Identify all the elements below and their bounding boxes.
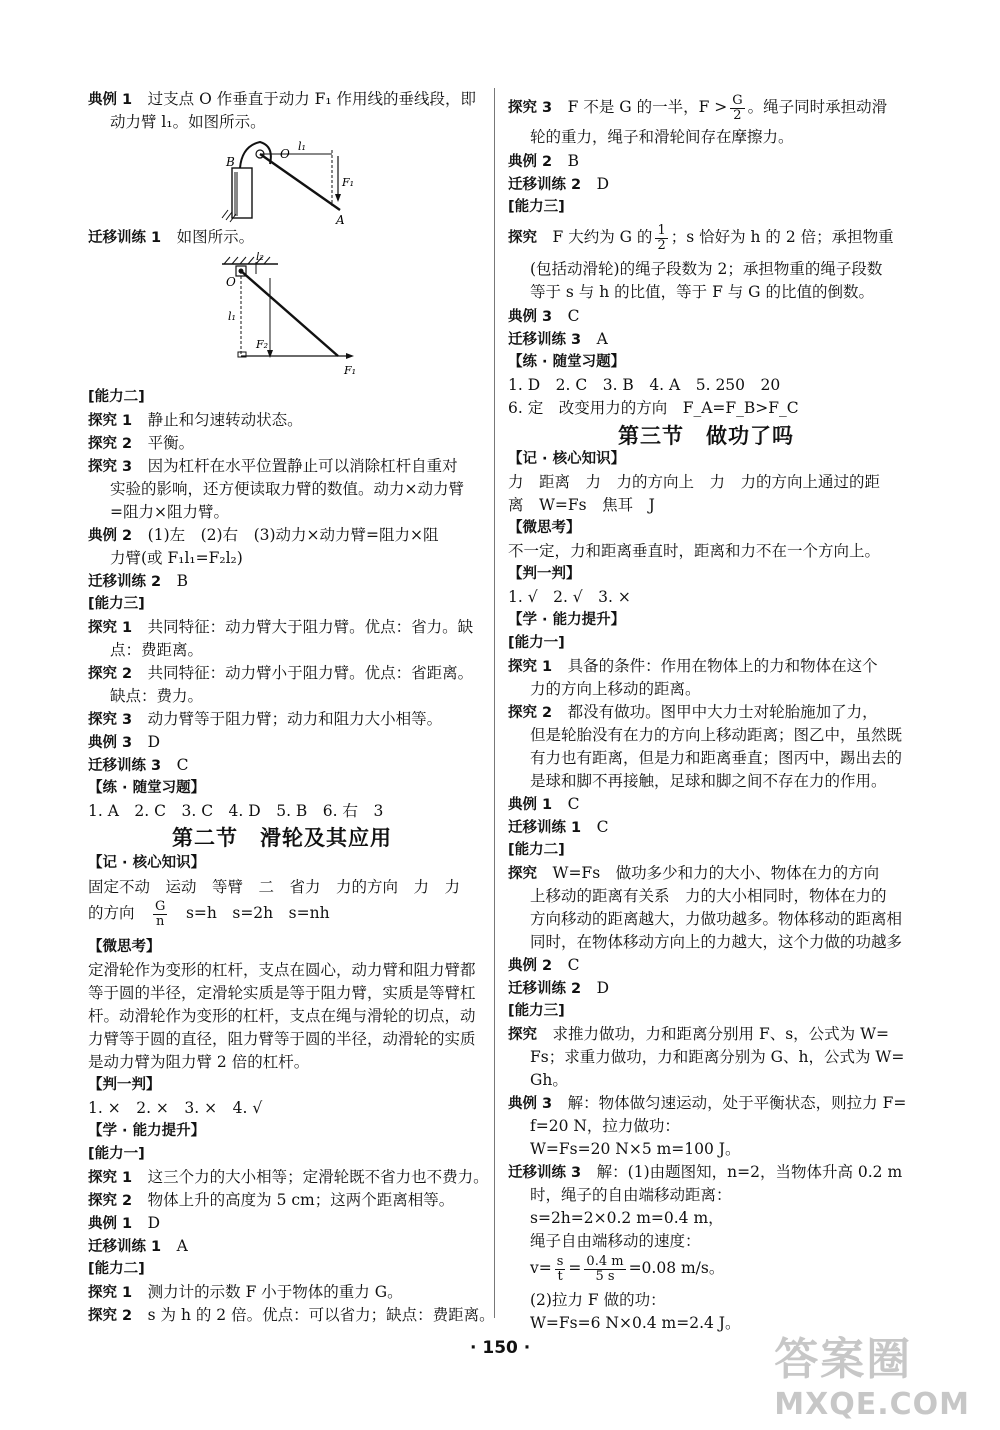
text: 共同特征：动力臂小于阻力臂。优点：省距离。 [147,664,474,682]
text: s 为 h 的 2 倍。优点：可以省力；缺点：费距离。 [147,1306,495,1324]
section-tag: 【学 · 能力提升】 [88,1123,206,1139]
label: 迁移训练 1 [88,230,162,246]
answers-line: 1. A 2. C 3. C 4. D 5. B 6. 右 3 [88,802,384,820]
text: D [596,175,610,193]
text: B [176,572,189,590]
label: 探究 [508,1027,537,1043]
label: 典例 3 [508,309,553,325]
text: 平衡。 [147,434,195,452]
text: ；s 恰好为 h 的 2 倍；承担物重 [670,228,894,246]
text: v= [530,1259,552,1277]
watermark-logo-text: 答案圈 [774,1334,913,1385]
label: 迁移训练 3 [508,1165,582,1181]
text-line: 杆。动滑轮作为变形的杠杆，支点在绳与滑轮的切点，动 [88,1007,476,1025]
text: 如图所示。 [176,228,255,246]
label: 迁移训练 2 [508,981,582,997]
text: 求推力做功，力和距离分别用 F、s，公式为 W= [552,1025,889,1043]
text: 因为杠杆在水平位置静止可以消除杠杆自重对 [147,457,458,475]
text-line: 有力也有距离，但是力和距离垂直；图丙中，踢出去的 [530,749,903,767]
label-l1: l₁ [228,310,236,323]
ability-heading: [能力一] [88,1146,145,1162]
text-line: 力的方向上移动的距离。 [530,680,701,698]
label-F1: F₁ [342,176,355,189]
section-tag: 【判一判】 [508,566,581,582]
watermark-site-text: MXQE.COM [774,1387,970,1422]
section-tag: 【练 · 随堂习题】 [508,354,626,370]
label: 探究 2 [88,1308,133,1324]
text: A [176,1237,188,1255]
text: C [567,956,580,974]
text-line: 绳子自由端移动的速度： [530,1232,701,1250]
text: 过支点 O 作垂直于动力 F₁ 作用线的垂线段，即 [147,90,477,108]
text-line: 离 W=Fs 焦耳 J [508,496,655,514]
section-title: 第三节 做功了吗 [618,424,794,448]
label: 探究 [508,230,537,246]
numerator: G [732,92,743,108]
text: D [147,1214,161,1232]
lever-figure-2 [218,252,368,377]
text-line: 同时，在物体移动方向上的力越大，这个力做的功越多 [530,933,903,951]
text: C [596,818,609,836]
text-line: 点：费距离。 [110,641,204,659]
label: 典例 3 [88,735,133,751]
text: W=Fs 做功多少和力的大小、物体在力的方向 [552,864,880,882]
label: 典例 2 [508,154,553,170]
text: 具备的条件：作用在物体上的力和物体在这个 [567,657,878,675]
text-line: W=Fs=20 N×5 m=100 J。 [530,1140,741,1158]
text-line: Gh。 [530,1071,568,1089]
text: D [147,733,161,751]
label: 迁移训练 3 [508,332,582,348]
label: 探究 3 [508,100,553,116]
ability-heading: [能力二] [88,1261,145,1277]
text-line: 不一定，力和距离垂直时，距离和力不在一个方向上。 [508,542,881,560]
label: 迁移训练 1 [88,1239,162,1255]
label: 迁移训练 2 [88,574,162,590]
fraction [555,1255,566,1284]
text: 共同特征：动力臂大于阻力臂。优点：省力。缺 [147,618,474,636]
label: 迁移训练 1 [508,820,582,836]
label-O: O [226,275,236,289]
text-line: Fs；求重力做功，力和距离分别为 G、h，公式为 W= [530,1048,905,1066]
text: 动力臂等于阻力臂；动力和阻力大小相等。 [147,710,443,728]
fraction [584,1255,625,1284]
label: 典例 1 [508,797,553,813]
numerator: G [155,898,166,914]
text: s=h s=2h s=nh [185,904,330,922]
text-line: 等于 s 与 h 的比值，等于 F 与 G 的比值的倒数。 [530,283,874,301]
label-O: O [280,147,290,161]
text: B [567,152,580,170]
denominator: 5 s [595,1268,615,1284]
answers-line: 1. × 2. × 3. × 4. √ [88,1099,263,1117]
label: 典例 2 [508,958,553,974]
denominator: n [156,913,165,929]
label: 典例 1 [88,1216,133,1232]
answers-line: 1. D 2. C 3. B 4. A 5. 250 20 [508,376,781,394]
transfer-1-line [88,226,254,249]
ability-heading: [能力一] [508,635,565,651]
text-line: 上移动的距离有关系 力的大小相同时，物体在力的 [530,887,887,905]
numerator: 1 [657,222,666,238]
label: 探究 1 [88,413,133,429]
text-line: 缺点：费力。 [110,687,204,705]
label: 探究 1 [88,1170,133,1186]
text: 都没有做功。图甲中大力士对轮胎施加了力， [567,703,878,721]
section-tag: 【练 · 随堂习题】 [88,780,206,796]
text: 解：物体做匀速运动，处于平衡状态，则拉力 F= [567,1094,907,1112]
label: 探究 1 [88,1285,133,1301]
ability-heading: [能力二] [508,842,565,858]
text: (1)左 (2)右 (3)动力×动力臂=阻力×阻 [147,526,439,544]
text-line: 是动力臂为阻力臂 2 倍的杠杆。 [88,1053,310,1071]
section-tag: 【记 · 核心知识】 [88,855,206,871]
label: 探究 2 [88,1193,133,1209]
label-A: A [336,213,345,226]
label: 探究 1 [508,659,553,675]
text: = [568,1259,582,1277]
text: C [567,307,580,325]
fraction [153,900,167,929]
text-line: 是球和脚不再接触，足球和脚之间不存在力的作用。 [530,772,887,790]
label-F1: F₁ [344,364,357,377]
label-l2: l₂ [256,252,264,263]
text: C [567,795,580,813]
text-line: W=Fs=6 N×0.4 m=2.4 J。 [530,1314,741,1332]
text-line: 但是轮胎没有在力的方向上移动距离；图乙中，虽然既 [530,726,903,744]
label: 探究 [508,866,537,882]
fraction [655,224,667,253]
label: 典例 1 [88,92,133,108]
denominator: t [557,1268,563,1284]
column-divider [494,88,495,1318]
text-line: 实验的影响，还方便读取力臂的数值。动力×动力臂 [110,480,464,498]
text: 物体上升的高度为 5 cm；这两个距离相等。 [147,1191,455,1209]
text-line: 力臂(或 F₁l₁=F₂l₂) [110,549,243,567]
text: =0.08 m/s。 [628,1259,725,1277]
text-line: 力 距离 力 力的方向上 力 力的方向上通过的距 [508,473,881,491]
numerator: 0.4 m [586,1253,624,1269]
text-line: =阻力×阻力臂。 [110,503,229,521]
text: 的方向 [88,904,135,922]
text-line: 定滑轮作为变形的杠杆，支点在圆心，动力臂和阻力臂都 [88,961,476,979]
fraction [730,94,744,123]
text-line: 时，绳子的自由端移动距离： [530,1186,732,1204]
text: 静止和匀速转动状态。 [147,411,303,429]
text-line: (包括动滑轮)的绳子段数为 2；承担物重的绳子段数 [530,260,883,278]
numerator: s [556,1253,564,1269]
text-line: 动力臂 l₁。如图所示。 [110,113,266,131]
page-number: · 150 · [470,1338,531,1358]
ability-heading: [能力三] [88,596,145,612]
text: A [596,330,608,348]
text: C [176,756,189,774]
label: 探究 1 [88,620,133,636]
text-line: 等于圆的半径，定滑轮实质是等于阻力臂，实质是等臂杠 [88,984,476,1002]
velocity-formula [530,1252,724,1284]
answers-line: 1. √ 2. √ 3. × [508,588,631,606]
answers-line: 6. 定 改变用力的方向 F_A=F_B>F_C [508,399,799,417]
label: 迁移训练 3 [88,758,162,774]
denominator: 2 [733,107,742,123]
text-line: f=20 N，拉力做功： [530,1117,680,1135]
text-line: 力臂等于圆的直径，阻力臂等于圆的半径，动滑轮的实质 [88,1030,476,1048]
watermark [774,1323,970,1422]
section-title: 第二节 滑轮及其应用 [172,826,392,850]
text: 这三个力的大小相等；定滑轮既不省力也不费力。 [147,1168,489,1186]
text: F 大约为 G 的 [552,228,653,246]
label: 探究 2 [88,436,133,452]
ability-heading: [能力二] [88,389,145,405]
text-line: (2)拉力 F 做的功： [530,1291,666,1309]
text: 解：(1)由题图知，n=2，当物体升高 0.2 m [596,1163,903,1181]
section-tag: 【判一判】 [88,1077,161,1093]
section-tag: 【学 · 能力提升】 [508,612,626,628]
formula-line [88,898,330,929]
section-tag: 【微思考】 [88,939,161,955]
text: 。绳子同时承担动滑 [747,98,888,116]
label-B: B [226,155,235,169]
label: 典例 2 [88,528,133,544]
label: 探究 2 [88,666,133,682]
text: 测力计的示数 F 小于物体的重力 G。 [147,1283,403,1301]
denominator: 2 [657,237,666,253]
label-l1: l₁ [298,140,306,153]
label: 探究 3 [88,712,133,728]
text-line: s=2h=2×0.2 m=0.4 m， [530,1209,724,1227]
text-line: 固定不动 运动 等臂 二 省力 力的方向 力 力 [88,878,461,896]
lever-figure-1 [212,136,362,226]
text-line: 轮的重力，绳子和滑轮间存在摩擦力。 [530,128,794,146]
ability-heading: [能力三] [508,199,565,215]
label: 典例 3 [508,1096,553,1112]
label: 迁移训练 2 [508,177,582,193]
label: 探究 3 [88,459,133,475]
text: D [596,979,610,997]
text-line: 方向移动的距离越大，力做功越多。物体移动的距离相 [530,910,903,928]
label-F2: F₂ [256,338,269,351]
text: F 不是 G 的一半，F > [567,98,728,116]
section-tag: 【微思考】 [508,520,581,536]
example-1-line [88,88,476,111]
label: 探究 2 [508,705,553,721]
section-tag: 【记 · 核心知识】 [508,451,626,467]
ability-heading: [能力三] [508,1003,565,1019]
